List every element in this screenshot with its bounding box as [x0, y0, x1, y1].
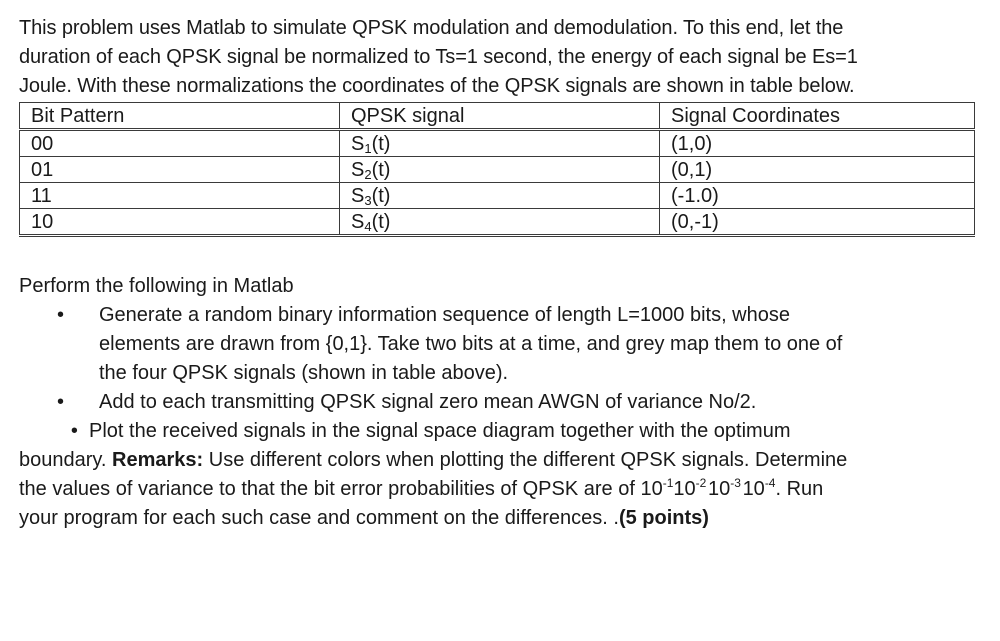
- header-bit-pattern: Bit Pattern: [20, 103, 340, 130]
- signal-cell: $S_4(t)$: [340, 209, 660, 236]
- intro-line-1: This problem uses Matlab to simulate QPSK modulation and demodulation. To this end, let the: [19, 17, 844, 39]
- bit-pattern-cell: 01: [20, 157, 340, 183]
- table-header-row: [20, 103, 975, 130]
- points-label: (5 points): [618, 507, 709, 529]
- header-signal-coordinates: Signal Coordinates: [660, 103, 975, 130]
- task-item-plot: • Plot the received signals in the signal space diagram together with the optimum boundary. Remarks: Use different colors when plotting the different QPSK signals. Determine the values of variance to that the bit error probabilities of QPSK are of $10^{-1}10^{-2}$ $10^{-3}$ $10^{-4}$. Run your program for each such case and comment on the differences. .(5 points): [19, 417, 979, 533]
- intro-line-2: duration of each QPSK signal be normalized to Ts=1 second, the energy of each signal be Es=1: [19, 46, 858, 68]
- signal-cell: $S_2(t)$: [340, 157, 660, 183]
- coordinates-cell: (0,-1): [660, 209, 975, 236]
- table-row: [20, 209, 975, 236]
- table-row: [20, 157, 975, 183]
- bit-pattern-cell: 10: [20, 209, 340, 236]
- signal-cell: $S_1(t)$: [340, 130, 660, 157]
- table-row: [20, 130, 975, 157]
- task-item-add-noise: • Add to each transmitting QPSK signal zero mean AWGN of variance No/2.: [19, 388, 979, 417]
- remarks-label: Remarks:: [112, 449, 204, 471]
- task-list: [19, 301, 979, 417]
- bit-pattern-cell: 11: [20, 183, 340, 209]
- problem-document: [19, 14, 979, 533]
- table-row: [20, 183, 975, 209]
- bullet-icon: •: [57, 391, 65, 413]
- task-item-generate: • Generate a random binary information sequence of length L=1000 bits, whose elements are drawn from {0,1}. Take two bits at a time, and grey map them to one of the four QPSK signals (shown in table above).: [19, 301, 979, 388]
- bullet-icon: •: [70, 420, 78, 442]
- bit-pattern-cell: 00: [20, 130, 340, 157]
- header-qpsk-signal: QPSK signal: [340, 103, 660, 130]
- coordinates-cell: (-1.0): [660, 183, 975, 209]
- coordinates-cell: (1,0): [660, 130, 975, 157]
- qpsk-table: [19, 102, 975, 237]
- intro-line-3: Joule. With these normalizations the coordinates of the QPSK signals are shown in table below.: [19, 75, 855, 97]
- intro-paragraph: [19, 14, 979, 101]
- bullet-icon: •: [57, 304, 65, 326]
- coordinates-cell: (0,1): [660, 157, 975, 183]
- prob-value: $10^{-1}10^{-2}$ $10^{-3}$ $10^{-4}$: [640, 476, 776, 500]
- instructions-heading: Perform the following in Matlab: [19, 275, 294, 297]
- signal-cell: $S_3(t)$: [340, 183, 660, 209]
